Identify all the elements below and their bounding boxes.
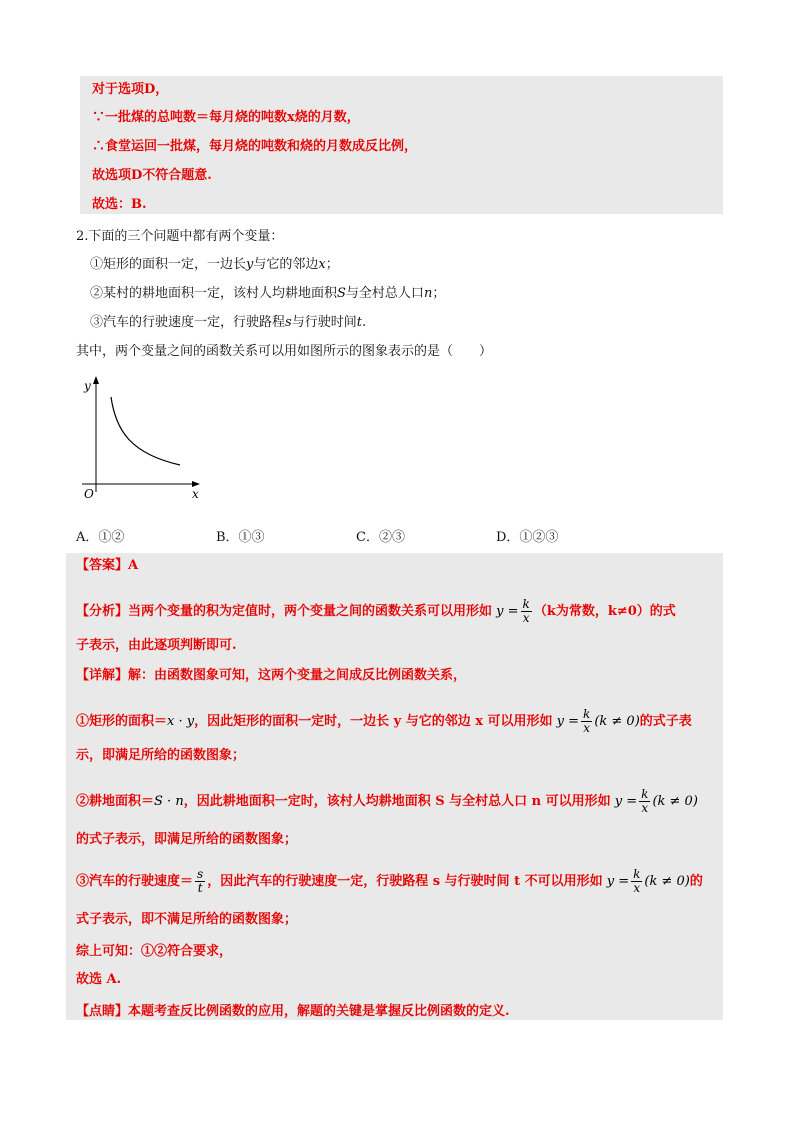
y-axis-arrow <box>93 376 99 384</box>
origin-label: O <box>84 487 94 501</box>
analysis-line-2: 子表示，由此逐项判断即可. <box>76 638 237 653</box>
answer-line: 【答案】A <box>76 558 139 573</box>
detail-2-line-2: 的式子表示，即满足所给的函数图象； <box>76 832 298 847</box>
top-line-4: 故选项D不符合题意. <box>92 168 212 183</box>
comment-line: 【点睛】本题考查反比例函数的应用，解题的关键是掌握反比例函数的定义. <box>76 1004 510 1019</box>
question-stem: 2.下面的三个问题中都有两个变量： <box>76 229 284 244</box>
choose-line: 故选 A. <box>76 972 122 987</box>
question-item-3: ③汽车的行驶速度一定，行驶路程s与行驶时间t. <box>90 315 367 330</box>
option-a[interactable]: A．①② <box>76 530 125 545</box>
inverse-function-graph <box>72 374 212 504</box>
analysis-line-1: 【分析】当两个变量的积为定值时，两个变量之间的函数关系可以用形如 y = $\frac{k}{x}$ （k为常数，k≠0）的式 <box>76 597 676 625</box>
question-item-1: ①矩形的面积一定，一边长y与它的邻边x； <box>90 257 339 272</box>
detail-1-line-2: 示，即满足所给的函数图象； <box>76 748 246 763</box>
y-axis-label: y <box>84 379 91 393</box>
top-line-5: 故选：B. <box>92 197 147 212</box>
option-b[interactable]: B．①③ <box>216 530 265 545</box>
top-line-3: ∴食堂运回一批煤，每月烧的吨数和烧的月数成反比例， <box>92 139 418 154</box>
question-item-2: ②某村的耕地面积一定，该村人均耕地面积S与全村总人口n； <box>90 286 446 301</box>
top-line-1: 对于选项D， <box>92 82 169 97</box>
question-prompt: 其中，两个变量之间的函数关系可以用如图所示的图象表示的是（ ） <box>76 344 493 359</box>
x-axis-label: x <box>192 487 199 501</box>
detail-1-line-1: ①矩形的面积＝x · y，因此矩形的面积一定时，一边长 y 与它的邻边 x 可以用形如 y = $\frac{k}{x}$ (k ≠ 0)的式子表 <box>76 707 692 735</box>
detail-3-line-1: ③汽车的行驶速度＝ $\frac{s}{t}$ ，因此汽车的行驶速度一定，行驶路程 s 与行驶时间 t 不可以用形如 y = $\frac{k}{x}$ (k ≠ 0)的 <box>76 867 703 895</box>
option-d[interactable]: D．①②③ <box>496 530 559 545</box>
option-c[interactable]: C．②③ <box>356 530 405 545</box>
summary-line: 综上可知：①②符合要求， <box>76 944 233 959</box>
top-line-2: ∵一批煤的总吨数＝每月烧的吨数x烧的月数， <box>92 110 360 125</box>
hyperbola-curve <box>111 397 180 465</box>
detail-2-line-1: ②耕地面积＝S · n，因此耕地面积一定时，该村人均耕地面积 S 与全村总人口 n 可以用形如 y = $\frac{k}{x}$ (k ≠ 0) <box>76 787 698 815</box>
detail-intro: 【详解】解：由函数图象可知，这两个变量之间成反比例函数关系， <box>76 668 467 683</box>
detail-3-line-2: 式子表示，即不满足所给的函数图象； <box>76 912 298 927</box>
